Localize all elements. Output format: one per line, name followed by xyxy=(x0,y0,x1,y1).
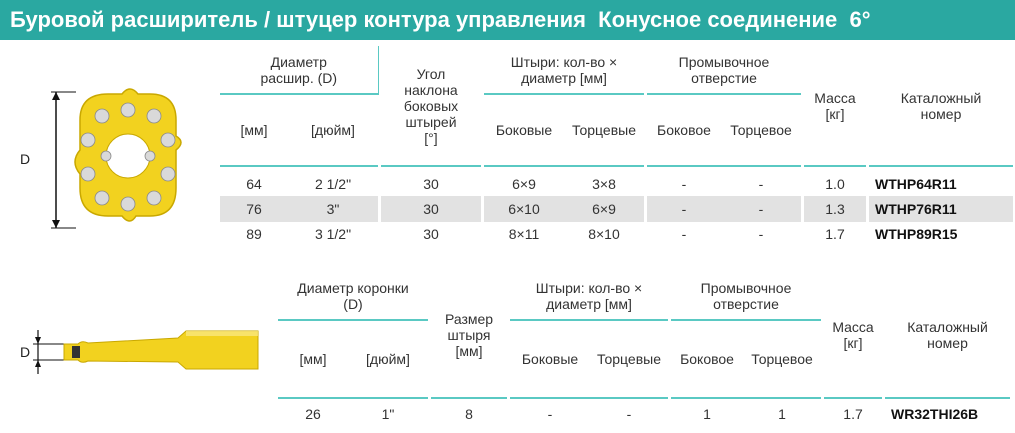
cell-side: 6×9 xyxy=(512,176,536,192)
cell-face: 3×8 xyxy=(592,176,616,192)
table-row xyxy=(220,222,1013,246)
adapter-illustration xyxy=(18,322,268,382)
cell-flush-side: - xyxy=(647,196,721,222)
cell-angle: 30 xyxy=(423,226,439,242)
header-pins: Штыри: кол-во × диаметр [мм] xyxy=(484,46,644,94)
subheader-inch: [дюйм] xyxy=(288,94,378,166)
cell-mm: 26 xyxy=(305,406,321,422)
subheader-side: Боковые xyxy=(510,320,590,398)
cell-mass: 1.0 xyxy=(825,176,845,192)
subheader-flush-side: Боковое xyxy=(671,320,743,398)
cell-flush-face: - xyxy=(758,176,764,192)
table-row xyxy=(220,196,1013,222)
subheader-side: Боковые xyxy=(484,94,564,166)
cell-inch: 3" xyxy=(288,196,378,222)
subheader-flush-side: Боковое xyxy=(647,94,721,166)
adapter-shank-icon xyxy=(64,331,258,369)
cell-flush-side: 1 xyxy=(703,406,711,422)
cell-flush-side: - xyxy=(681,176,687,192)
header-mass: Масса [кг] xyxy=(824,272,882,398)
cell-catalog: WTHP89R15 xyxy=(875,226,958,242)
cell-flush-face: - xyxy=(721,196,801,222)
cell-inch: 2 1/2" xyxy=(314,176,352,192)
adapter-dim-label: D xyxy=(20,344,31,360)
reamer-spec-table xyxy=(220,46,1013,246)
subheader-inch: [дюйм] xyxy=(348,320,428,398)
cell-flush-face: - xyxy=(758,226,764,242)
cell-side: 6×10 xyxy=(484,196,564,222)
cell-face: - xyxy=(626,406,632,422)
subheader-face: Торцевые xyxy=(590,320,668,398)
header-catalog: Каталожный номер xyxy=(869,46,1013,166)
cell-angle: 30 xyxy=(423,176,439,192)
table-row xyxy=(278,404,1010,424)
cell-flush-side: - xyxy=(681,226,687,242)
subheader-mm: [мм] xyxy=(278,320,348,398)
cell-mm: 89 xyxy=(246,226,262,242)
cell-catalog: WTHP64R11 xyxy=(875,176,957,192)
cell-face: 8×10 xyxy=(588,226,620,242)
reamer-head-icon xyxy=(75,89,181,221)
cell-mass: 1.7 xyxy=(843,406,863,422)
subheader-flush-face: Торцевое xyxy=(721,94,801,166)
cell-flush-face: 1 xyxy=(778,406,786,422)
subheader-face: Торцевые xyxy=(564,94,644,166)
page-title: Буровой расширитель / штуцер контура управления Конусное соединение 6° xyxy=(0,0,1015,40)
reamer-dim-label: D xyxy=(20,151,31,167)
cell-inch: 3 1/2" xyxy=(314,226,352,242)
cell-face: 6×9 xyxy=(564,196,644,222)
cell-pin-size: 8 xyxy=(465,406,473,422)
cell-mm: 64 xyxy=(246,176,262,192)
cell-angle: 30 xyxy=(381,196,481,222)
table-row xyxy=(220,172,1013,196)
cell-inch: 1" xyxy=(381,406,395,422)
cell-mm: 76 xyxy=(220,196,288,222)
header-pins: Штыри: кол-во × диаметр [мм] xyxy=(510,272,668,320)
reamer-bit-illustration xyxy=(18,80,218,230)
header-catalog: Каталожный номер xyxy=(885,272,1010,398)
header-flush: Промывочное отверстие xyxy=(671,272,821,320)
cell-mass: 1.3 xyxy=(804,196,866,222)
header-diameter: Диаметр коронки (D) xyxy=(278,272,428,320)
subheader-flush-face: Торцевое xyxy=(743,320,821,398)
header-diameter: Диаметр расшир. (D) xyxy=(220,46,378,94)
header-flush: Промывочное отверстие xyxy=(647,46,801,94)
header-mass: Масса [кг] xyxy=(804,46,866,166)
cell-side: - xyxy=(547,406,553,422)
cell-mass: 1.7 xyxy=(825,226,845,242)
cell-side: 8×11 xyxy=(508,226,540,242)
subheader-mm: [мм] xyxy=(220,94,288,166)
adapter-spec-table xyxy=(278,272,1010,424)
header-angle: Угол наклона боковых штырей [°] xyxy=(381,46,481,166)
cell-catalog: WTHP76R11 xyxy=(869,196,1013,222)
header-pin-size: Размер штыря [мм] xyxy=(431,272,507,398)
cell-catalog: WR32THI26B xyxy=(891,406,979,422)
